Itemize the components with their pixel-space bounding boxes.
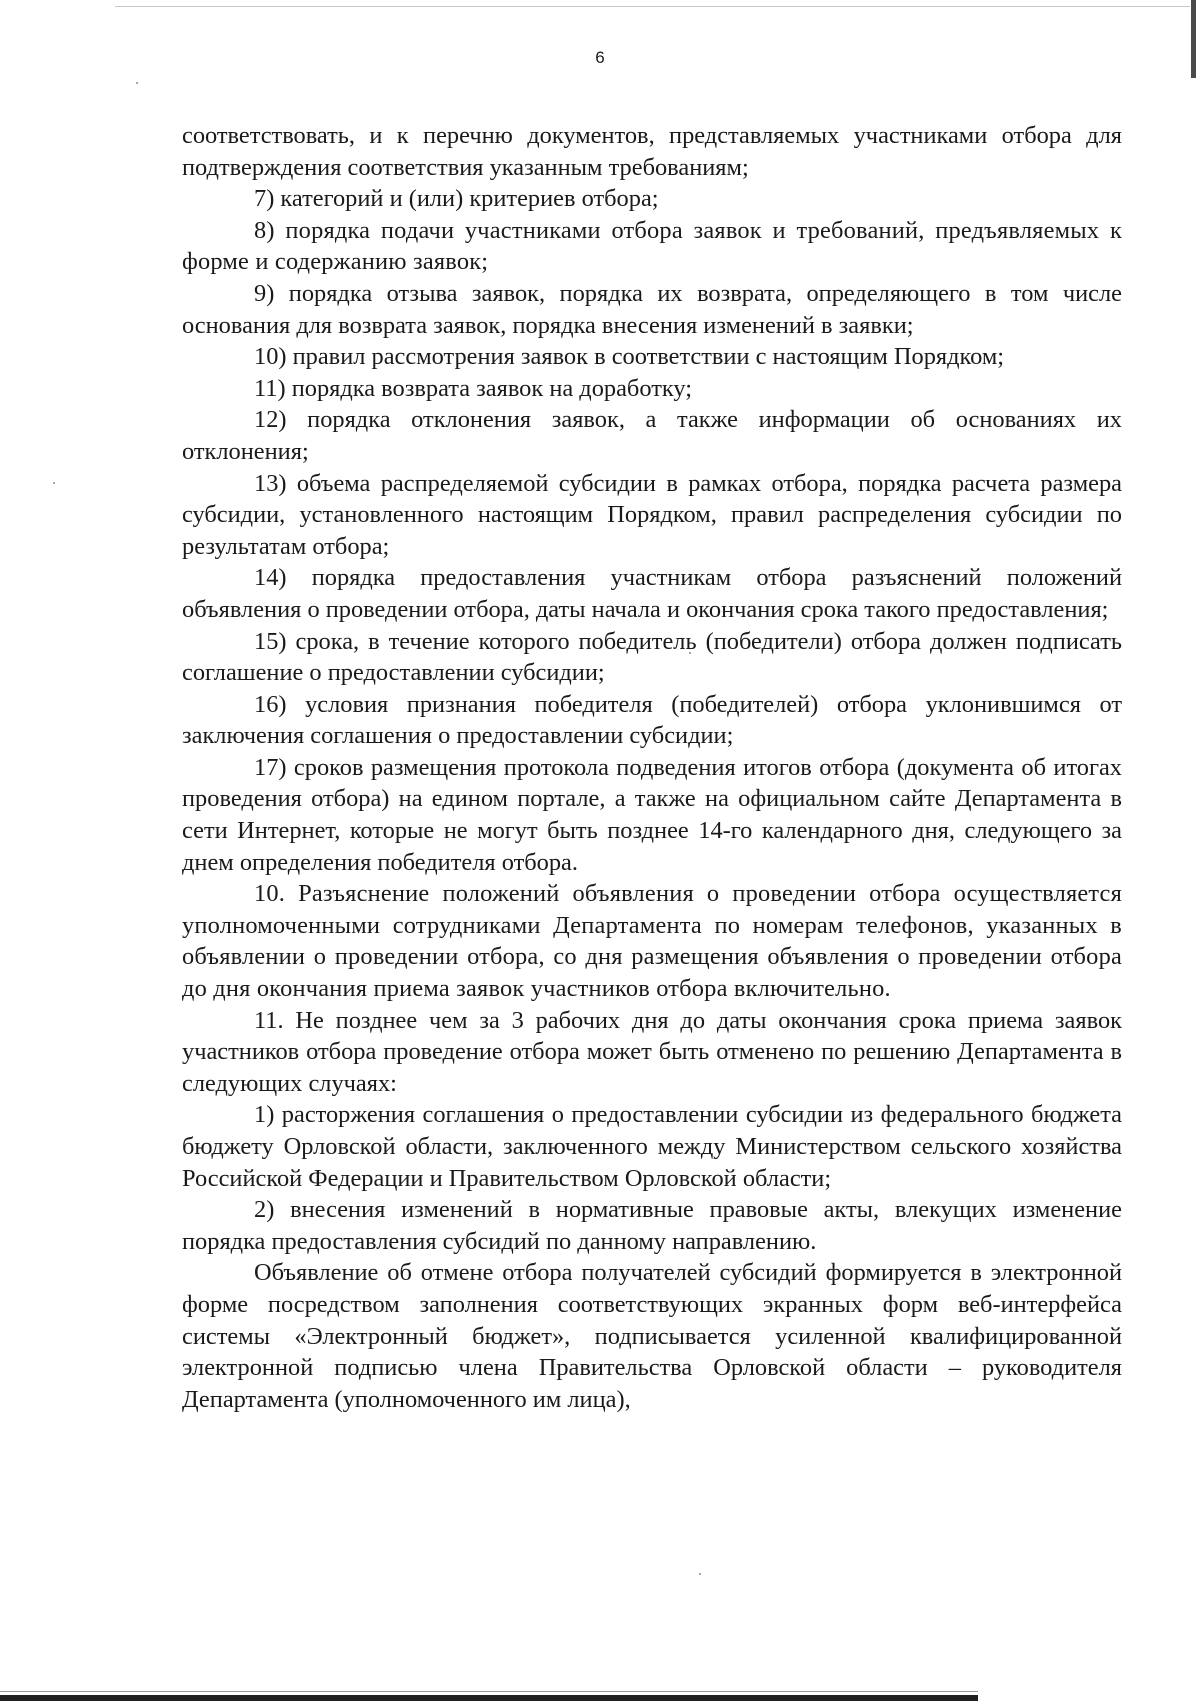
list-item-10: 10) правил рассмотрения заявок в соответствии с настоящим Порядком;: [254, 343, 1005, 371]
document-body: [182, 120, 1122, 1415]
scan-speck: [136, 82, 138, 84]
scan-bottom-edge-shadow: [0, 1695, 978, 1701]
list-item-17: 17) сроков размещения протокола подведения итогов отбора (документа об итогах проведения отбора) на едином портале, а также на официальном сайте Департамента в сети Интернет, которые не могут быть позднее 14-го календарного дня, следующего за днем определения победителя отбора.: [182, 753, 1122, 876]
list-item-16: 16) условия признания победителя (победителей) отбора уклонившимся от заключения соглашения о предоставлении субсидии;: [182, 690, 1122, 750]
list-item-15: 15) срока, в течение которого победитель (победители) отбора должен подписать соглашение о предоставлении субсидии;: [182, 627, 1122, 687]
clause-11: 11. Не позднее чем за 3 рабочих дня до даты окончания срока приема заявок участников отбора проведение отбора может быть отменено по решению Департамента в следующих случаях:: [182, 1006, 1122, 1097]
clause-11-case-2: 2) внесения изменений в нормативные правовые акты, влекущих изменение порядка предоставления субсидий по данному направлению.: [182, 1196, 1122, 1255]
paragraph: соответствовать, и к перечню документов, представляемых участниками отбора для подтверждения соответствия указанным требованиям;: [182, 122, 1122, 181]
scan-top-edge-line: [115, 6, 1190, 7]
scan-speck: [53, 482, 55, 484]
clause-10: 10. Разъяснение положений объявления о проведении отбора осуществляется уполномоченными сотрудниками Департамента по номерам телефонов, указанных в объявлении о проведении отбора, со дня размещения объявления о проведении отбора до дня окончания приема заявок участников отбора включительно.: [182, 880, 1122, 1003]
list-item-8: 8) порядка подачи участниками отбора заявок и требований, предъявляемых к форме и содержанию заявок;: [182, 216, 1122, 276]
list-item-7: 7) категорий и (или) критериев отбора;: [254, 185, 659, 213]
clause-11-case-1: 1) расторжения соглашения о предоставлении субсидии из федерального бюджета бюджету Орловской области, заключенного между Министерством сельского хозяйства Российской Федерации и Правительством Орловской области;: [182, 1101, 1122, 1192]
scan-speck: [699, 1573, 701, 1575]
cancellation-notice-paragraph: Объявление об отмене отбора получателей субсидий формируется в электронной форме посредством заполнения соответствующих экранных форм веб-интерфейса системы «Электронный бюджет», подписывается усиленной квалифицированной электронной подписью члена Правительства Орловской области – руководителя Департамента (уполномоченного им лица),: [182, 1259, 1122, 1413]
page-number: 6: [595, 48, 605, 67]
list-item-14: 14) порядка предоставления участникам отбора разъяснений положений объявления о проведении отбора, даты начала и окончания срока такого предоставления;: [182, 564, 1122, 623]
list-item-9: 9) порядка отзыва заявок, порядка их возврата, определяющего в том числе основания для возврата заявок, порядка внесения изменений в заявки;: [182, 279, 1122, 339]
scan-bottom-edge-line: [0, 1691, 978, 1692]
list-item-13: 13) объема распределяемой субсидии в рамках отбора, порядка расчета размера субсидии, установленного настоящим Порядком, правил распределения субсидии по результатам отбора;: [182, 469, 1122, 560]
list-item-11: 11) порядка возврата заявок на доработку;: [254, 374, 693, 402]
list-item-12: 12) порядка отклонения заявок, а также информации об основаниях их отклонения;: [182, 406, 1122, 465]
